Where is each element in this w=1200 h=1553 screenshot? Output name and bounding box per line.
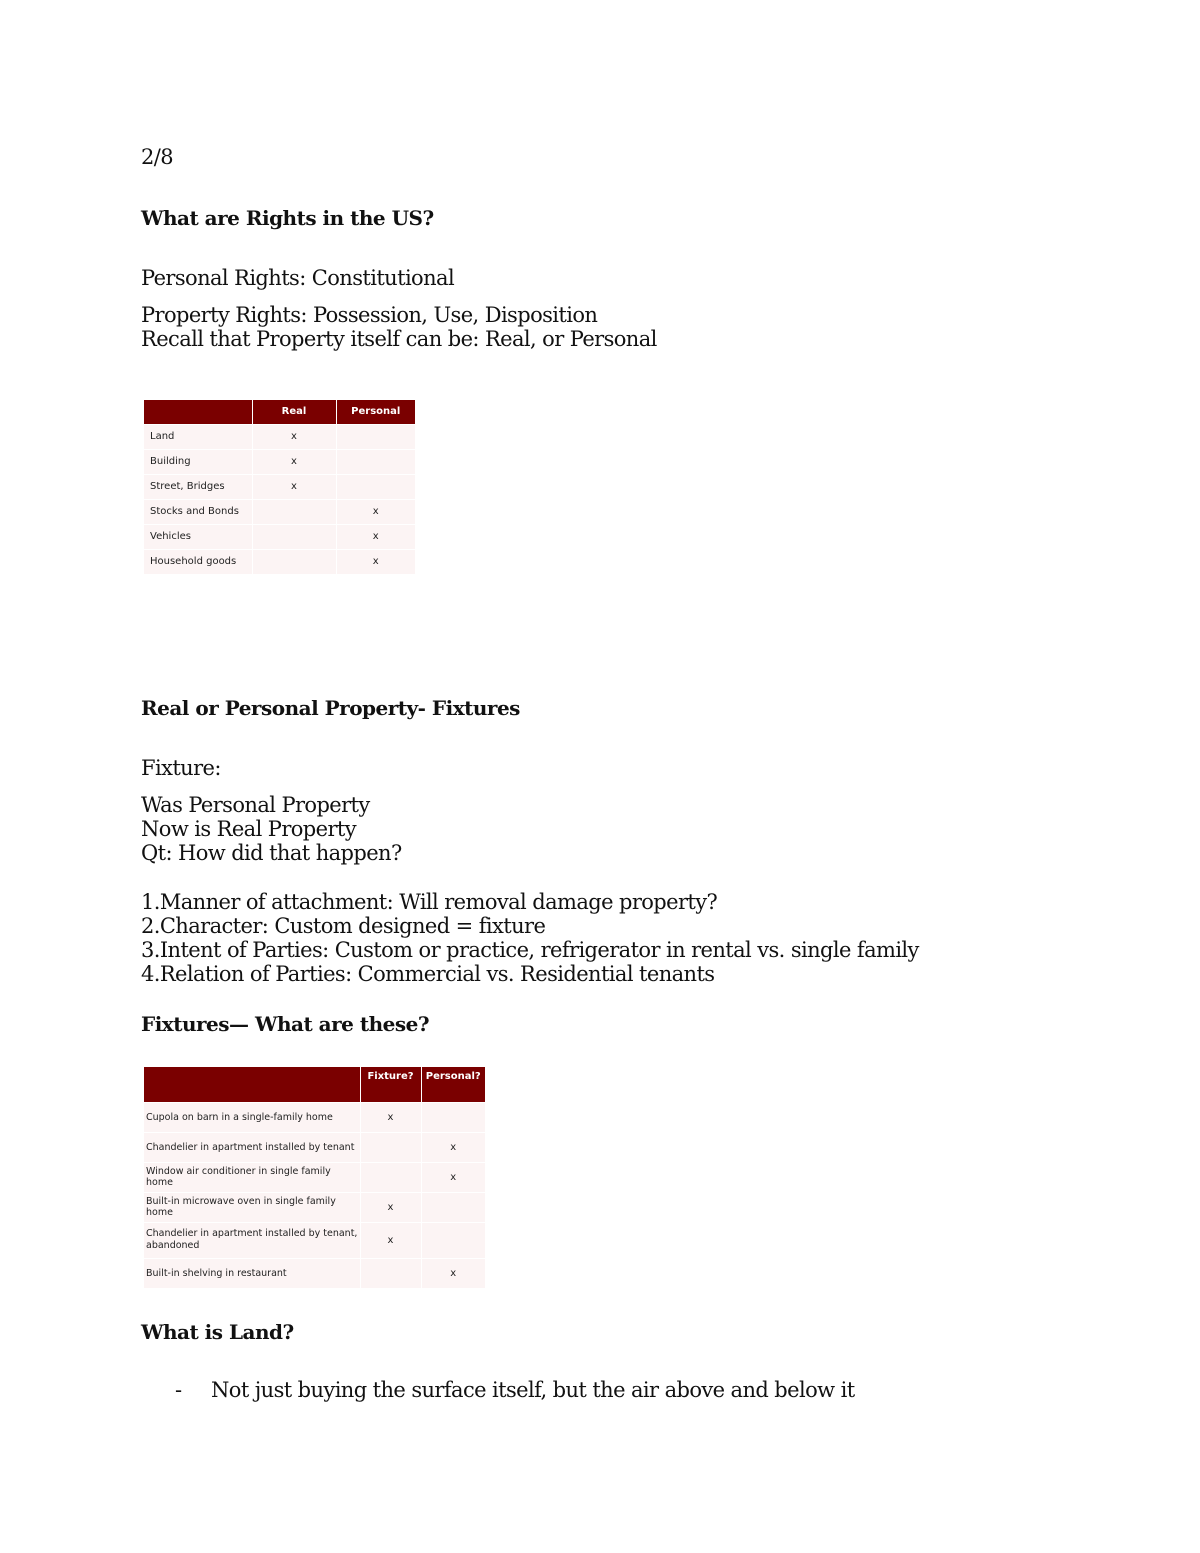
- table-cell-item: Built-in shelving in restaurant: [144, 1258, 360, 1288]
- table-cell-real: x: [252, 424, 336, 449]
- table-cell-item: Chandelier in apartment installed by tenant, abandoned: [144, 1222, 360, 1258]
- real-personal-table: [144, 400, 415, 574]
- bullet-dash-icon: -: [175, 1378, 183, 1402]
- fixture-line: Now is Real Property: [141, 817, 357, 841]
- rights-heading: What are Rights in the US?: [141, 206, 434, 230]
- table-cell-real: [252, 524, 336, 549]
- table-header-empty: [144, 400, 252, 424]
- table-row: [144, 1192, 485, 1222]
- table-cell-real: [252, 499, 336, 524]
- table-cell-fixture: [360, 1132, 421, 1162]
- table-row: [144, 549, 415, 574]
- table-row: [144, 474, 415, 499]
- table-header-personal: Personal: [336, 400, 415, 424]
- table-cell-item: Stocks and Bonds: [144, 499, 252, 524]
- table-cell-personal: x: [421, 1132, 485, 1162]
- table-cell-item: Vehicles: [144, 524, 252, 549]
- table-header-empty: [144, 1067, 360, 1102]
- table-cell-real: x: [252, 474, 336, 499]
- fixture-label: Fixture:: [141, 756, 221, 780]
- table-row: [144, 424, 415, 449]
- table-cell-item: Street, Bridges: [144, 474, 252, 499]
- table-cell-fixture: x: [360, 1222, 421, 1258]
- table-cell-item: Built-in microwave oven in single family home: [144, 1192, 360, 1222]
- table-cell-personal: x: [336, 499, 415, 524]
- table-row: [144, 1132, 485, 1162]
- recall-line: Recall that Property itself can be: Real, or Personal: [141, 327, 657, 351]
- table-header-personal: Personal?: [421, 1067, 485, 1102]
- table-row: [144, 1162, 485, 1192]
- table-cell-personal: x: [421, 1258, 485, 1288]
- table-row: [144, 1102, 485, 1132]
- table-cell-personal: [421, 1222, 485, 1258]
- table-cell-item: Building: [144, 449, 252, 474]
- date-label: 2/8: [141, 145, 173, 169]
- table-cell-fixture: [360, 1162, 421, 1192]
- fixtures-heading: Real or Personal Property- Fixtures: [141, 696, 520, 720]
- fixture-line: Was Personal Property: [141, 793, 370, 817]
- land-heading: What is Land?: [141, 1320, 294, 1344]
- fixture-personal-table: [144, 1067, 485, 1288]
- table-cell-item: Land: [144, 424, 252, 449]
- table-header-fixture: Fixture?: [360, 1067, 421, 1102]
- table-header-row: [144, 400, 415, 424]
- land-bullet-text: Not just buying the surface itself, but the air above and below it: [211, 1378, 855, 1402]
- table-cell-real: x: [252, 449, 336, 474]
- table-cell-item: Chandelier in apartment installed by tenant: [144, 1132, 360, 1162]
- fixture-line: Qt: How did that happen?: [141, 841, 402, 865]
- table-cell-fixture: x: [360, 1192, 421, 1222]
- table-row: [144, 449, 415, 474]
- fixture-test: 2.Character: Custom designed = fixture: [141, 914, 546, 938]
- table-row: [144, 499, 415, 524]
- table-header-row: [144, 1067, 485, 1102]
- table-cell-personal: x: [336, 524, 415, 549]
- table-cell-personal: [336, 424, 415, 449]
- table-row: [144, 1258, 485, 1288]
- table-cell-personal: [336, 449, 415, 474]
- table-cell-personal: [421, 1192, 485, 1222]
- table-cell-personal: [421, 1102, 485, 1132]
- table-cell-personal: x: [336, 549, 415, 574]
- fixture-test: 1.Manner of attachment: Will removal damage property?: [141, 890, 718, 914]
- fixture-test: 3.Intent of Parties: Custom or practice, refrigerator in rental vs. single family: [141, 938, 919, 962]
- table-cell-personal: x: [421, 1162, 485, 1192]
- table-header-real: Real: [252, 400, 336, 424]
- table-cell-fixture: x: [360, 1102, 421, 1132]
- personal-rights-line: Personal Rights: Constitutional: [141, 266, 455, 290]
- table-cell-item: Household goods: [144, 549, 252, 574]
- table-row: [144, 1222, 485, 1258]
- fixture-test: 4.Relation of Parties: Commercial vs. Residential tenants: [141, 962, 715, 986]
- table-row: [144, 524, 415, 549]
- table-cell-fixture: [360, 1258, 421, 1288]
- table-cell-real: [252, 549, 336, 574]
- table-cell-item: Cupola on barn in a single-family home: [144, 1102, 360, 1132]
- fixtures-question-heading: Fixtures— What are these?: [141, 1012, 430, 1036]
- property-rights-line: Property Rights: Possession, Use, Disposition: [141, 303, 598, 327]
- table-cell-item: Window air conditioner in single family home: [144, 1162, 360, 1192]
- table-cell-personal: [336, 474, 415, 499]
